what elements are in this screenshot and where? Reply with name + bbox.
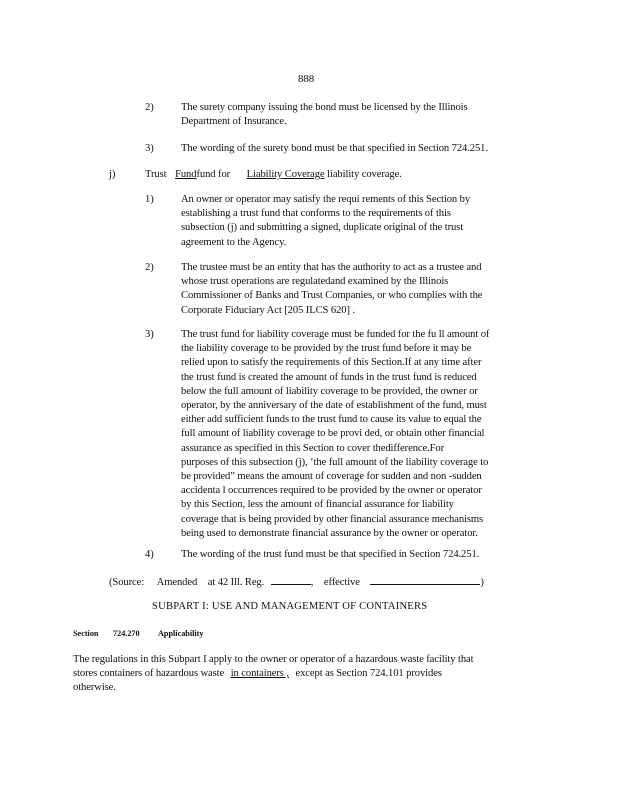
heading-text: fund for	[196, 169, 231, 180]
body-line: The regulations in this Subpart I apply to the owner or operator of a hazardous waste facility that	[73, 654, 474, 665]
body-line: otherwise.	[73, 682, 116, 693]
body-text: stores containers of hazardous waste	[73, 668, 225, 679]
item-number: 4)	[145, 549, 154, 560]
source-register: at 42 Ill. Reg.	[207, 577, 265, 588]
subsection-label: j)	[109, 169, 116, 180]
item-number: 3)	[145, 143, 154, 154]
source-note	[109, 574, 484, 590]
item-number: 2)	[145, 102, 154, 113]
item-number: 3)	[145, 329, 154, 340]
fund-link[interactable]: Fund	[175, 169, 197, 180]
source-prefix: (Source:	[109, 577, 145, 588]
item-number: 2)	[145, 262, 154, 273]
effective-date-blank[interactable]	[370, 574, 480, 585]
item-text: The trust fund for liability coverage must be funded for the fu ll amount of the liability coverage to be provided by the trust fund before it may be relied upon to satisfy the requirements of this Section.If at any time after the trust fund is created the amount of funds in the trust fund is reduced below the full amount of liability coverage to be provided, the owner or operator, by the anniversary of the date of establishment of the fund, must either add sufficient funds to the trust fund to cause its value to equal the full amount of liability coverage to be provi ded, or obtain other financial assurance as specified in this Section to cover thedifference.For purposes of this subsection (j), ‘the full amount of the liability coverage to be provided” means the amount of coverage for sudden and non -sudden accidenta l occurrences required to be provided by the owner or operator by this Section, less the amount of financial assurance for liability coverage that is being provided by other financial assurance mechanisms being used to demonstrate financial assurance by the owner or operator.	[181, 329, 490, 539]
in-containers-link[interactable]: in containers ,	[230, 668, 289, 679]
subpart-heading: SUBPART I: USE AND MANAGEMENT OF CONTAINERS	[152, 601, 428, 612]
body-text: except as Section 724.101 provides	[295, 668, 442, 679]
item-text: An owner or operator may satisfy the requi rements of this Section by establishing a trust fund that conforms to the requirements of this subsection (j) and submitting a signed, duplicate original of the trust agreement to the Agency.	[181, 194, 471, 248]
heading-text: liability coverage.	[327, 169, 402, 180]
subsection-heading	[145, 168, 402, 182]
page-number: 888	[298, 73, 315, 85]
source-amended: Amended	[156, 577, 198, 588]
heading-text: Trust	[145, 169, 167, 180]
item-number: 1)	[145, 194, 154, 205]
section-title: Applicability	[158, 629, 204, 638]
item-text: The trustee must be an entity that has the authority to act as a trustee and whose trust operations are regulatedand examined by the Illinois Commissioner of Banks and Trust Companies, or who complies with the Corporate Fiduciary Act [205 ILCS 620] .	[181, 262, 483, 316]
source-comma: ,	[310, 577, 314, 588]
item-text: The surety company issuing the bond must be licensed by the Illinois Department of Insurance.	[181, 102, 468, 128]
source-close: )	[480, 577, 484, 588]
register-page-blank[interactable]	[271, 574, 311, 585]
section-label: Section	[73, 629, 99, 638]
item-text: The wording of the surety bond must be that specified in Section 724.251.	[181, 143, 488, 154]
liability-coverage-link[interactable]: Liability Coverage	[246, 169, 325, 180]
section-number: 724.270	[113, 629, 140, 638]
source-effective: effective	[323, 577, 360, 588]
body-line	[73, 667, 442, 681]
item-text: The wording of the trust fund must be that specified in Section 724.251.	[181, 549, 480, 560]
